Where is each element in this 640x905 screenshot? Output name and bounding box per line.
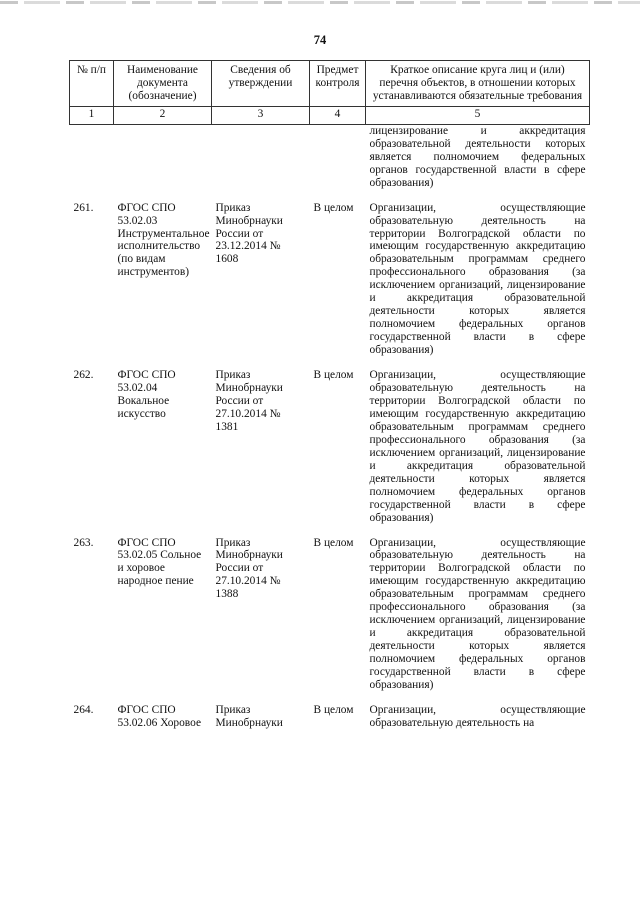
column-number-row (70, 106, 590, 124)
row-subject: В целом (313, 703, 354, 716)
header-document: Наименование документа (обозначение) (114, 61, 212, 107)
row-subject: В целом (313, 201, 354, 214)
row-document: ФГОС СПО 53.02.04 Вокальное искусство (117, 369, 176, 420)
row-document: ФГОС СПО 53.02.03 Инструментальное исполнительство (по видам инструментов) (117, 201, 210, 279)
row-document: ФГОС СПО 53.02.05 Сольное и хоровое народное пение (117, 536, 202, 588)
column-number: 2 (114, 106, 212, 124)
column-number: 1 (70, 106, 114, 124)
table-row (70, 537, 590, 692)
row-description: Организации, осуществляющие образовательную деятельность на (369, 703, 586, 729)
row-approval: Приказ Минобрнауки России от 23.12.2014 № 1608 (215, 201, 283, 266)
column-number: 5 (366, 106, 590, 124)
table-row (70, 202, 590, 357)
table-row (70, 369, 590, 524)
row-subject: В целом (313, 369, 354, 382)
header-subject: Предмет контроля (310, 61, 366, 107)
row-number: 262. (73, 369, 94, 382)
row-description: Организации, осуществляющие образовательную деятельность на территории Волгоградской области по имеющим государственную аккредитацию образовательным программам среднего профессионального образования (за исключением организаций, лицензирование и аккредитация образовательной деятельности которых является полномочием федеральных органов государственной власти в сфере образования) (369, 201, 586, 357)
table-header-row (70, 61, 590, 107)
row-number: 263. (73, 536, 94, 549)
column-number: 3 (212, 106, 310, 124)
row-number: 264. (73, 703, 94, 716)
page-number: 74 (313, 33, 327, 47)
row-approval: Приказ Минобрнауки России от 27.10.2014 № 1388 (215, 536, 283, 601)
header-num: № п/п (70, 61, 114, 107)
row-description: Организации, осуществляющие образовательную деятельность на территории Волгоградской области по имеющим государственную аккредитацию образовательным программам среднего профессионального образования (за исключением организаций, лицензирование и аккредитация образовательной деятельности которых является полномочием федеральных органов государственной власти в сфере образования) (369, 536, 586, 691)
row-description: Организации, осуществляющие образовательную деятельность на территории Волгоградской области по имеющим государственную аккредитацию образовательным программам среднего профессионального образования (за исключением организаций, лицензирование и аккредитация образовательной деятельности которых является полномочием федеральных органов государственной власти в сфере образования) (369, 369, 586, 524)
row-approval: Приказ Минобрнауки (215, 703, 283, 729)
header-description: Краткое описание круга лиц и (или) перечня объектов, в отношении которых устанавливаются обязательные требования (366, 61, 590, 107)
scan-artifact (0, 1, 640, 4)
requirements-table (69, 60, 590, 730)
continuation-row (70, 124, 590, 189)
row-document: ФГОС СПО 53.02.06 Хоровое (117, 703, 201, 729)
column-number: 4 (310, 106, 366, 124)
row-subject: В целом (313, 536, 354, 549)
header-approval: Сведения об утверждении (212, 61, 310, 107)
row-number: 261. (73, 201, 94, 214)
row-approval: Приказ Минобрнауки России от 27.10.2014 № 1381 (215, 369, 283, 433)
table-row (70, 704, 590, 730)
continuation-text: лицензирование и аккредитация образовательной деятельности которых является полномочием федеральных органов государственной власти в сфере образования) (369, 124, 586, 189)
